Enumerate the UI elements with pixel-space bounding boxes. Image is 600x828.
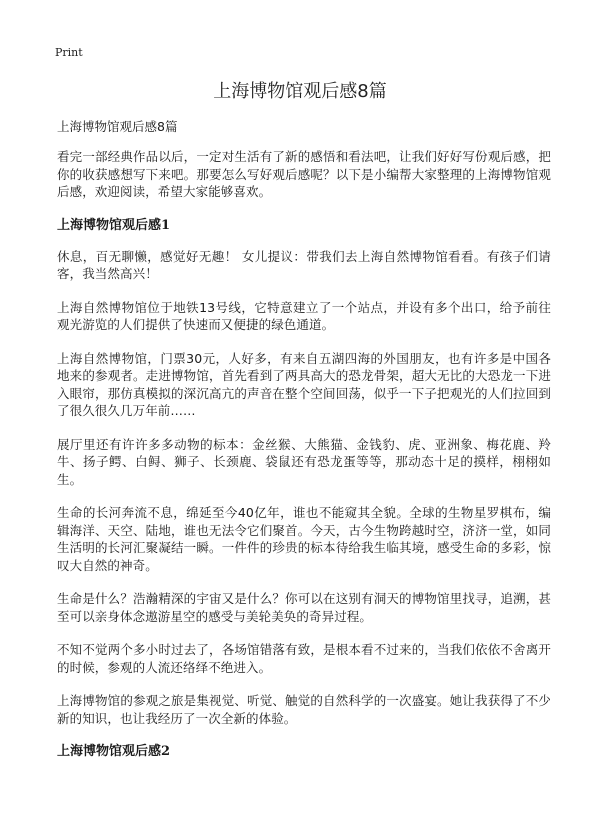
paragraph: 上海自然博物馆位于地铁13号线，它特意建立了一个站点，并设有多个出口，给予前往观光游览的人们提供了快速而又便捷的绿色通道。 [57, 299, 551, 332]
print-link[interactable]: Print [55, 46, 83, 59]
paragraph: 展厅里还有许许多多动物的标本：金丝猴、大熊猫、金钱豹、虎、亚洲象、梅花鹿、羚牛、扬子鳄、白鲟、狮子、长颈鹿、袋鼠还有恐龙蛋等等，那动态十足的摸样，栩栩如生。 [57, 436, 551, 487]
document-subtitle: 上海博物馆观后感8篇 [57, 119, 178, 134]
page-title: 上海博物馆观后感8篇 [213, 81, 387, 102]
section-heading-1: 上海博物馆观后感1 [57, 217, 171, 233]
paragraph: 上海博物馆的参观之旅是集视觉、听觉、触觉的自然科学的一次盛宴。她让我获得了不少新的知识，也让我经历了一次全新的体验。 [57, 693, 551, 726]
paragraph: 上海自然博物馆，门票30元，人好多，有来自五湖四海的外国朋友，也有许多是中国各地来的参观者。走进博物馆，首先看到了两具高大的恐龙骨架，超大无比的大恐龙一下进入眼帘，那仿真模拟的深沉高亢的声音在整个空间回荡，似乎一下子把观光的人们拉回到了很久很久几万年前…… [57, 350, 551, 418]
paragraph: 生命的长河奔流不息，绵延至今40亿年，谁也不能窥其全貌。全球的生物星罗棋布，编辑海洋、天空、陆地，谁也无法令它们聚首。今天，古今生物跨越时空，济济一堂，如同生活明的长河汇聚凝结一瞬。一件件的珍贵的标本待给我生临其境，感受生命的多彩，惊叹大自然的神奇。 [57, 505, 551, 573]
section-heading-2: 上海博物馆观后感2 [57, 744, 171, 759]
paragraph: 休息，百无聊懒，感觉好无趣！ 女儿提议：带我们去上海自然博物馆看看。有孩子们请客，我当然高兴！ [57, 248, 551, 281]
paragraph: 不知不觉两个多小时过去了，各场馆错落有致，是根本看不过来的，当我们依依不舍离开的时候，参观的人流还络绎不绝进入。 [57, 642, 551, 675]
document-body [57, 118, 551, 774]
intro-paragraph: 看完一部经典作品以后，一定对生活有了新的感悟和看法吧，让我们好好写份观后感，把你的收获感想写下来吧。那要怎么写好观后感呢？以下是小编帮大家整理的上海博物馆观后感，欢迎阅读，希望大家能够喜欢。 [57, 149, 551, 199]
paragraph: 生命是什么？浩瀚精深的宇宙又是什么？你可以在这别有洞天的博物馆里找寻，追溯，甚至可以亲身体念遨游星空的感受与美轮美奂的奇异过程。 [57, 591, 551, 624]
